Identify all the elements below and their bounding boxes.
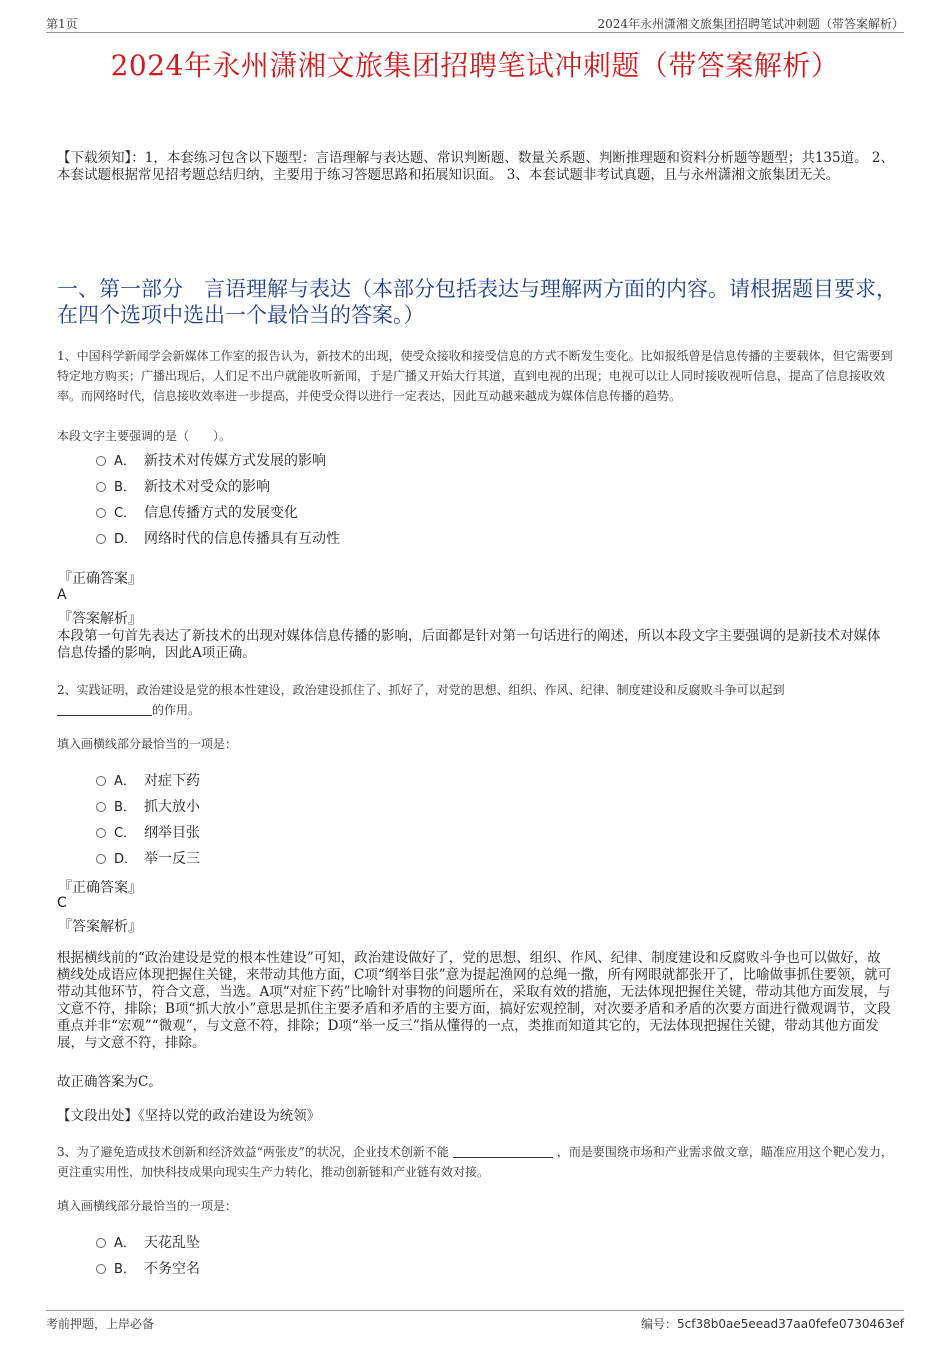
- option-key: A．: [114, 454, 136, 469]
- option-text: 新技术对受众的影响: [144, 479, 270, 495]
- question-2-text: [57, 680, 897, 720]
- question-1-option-a[interactable]: [96, 450, 326, 470]
- question-2-analysis: 根据横线前的“政治建设是党的根本性建设”可知，政治建设做好了，党的思想、组织、作风、纪律、制度建设和反腐败斗争也可以做好，故横线处成语应体现把握住关键，来带动其他方面，C项“纲举目张”意为提起渔网的总绳一撒，所有网眼就都张开了，比喻做事抓住要领，就可带动其他环节，符合文意，当选。A项“对症下药”比喻针对事物的问题所在，采取有效的措施，无法体现把握住关键，带动其他方面发展，与文意不符，排除；B项“抓大放小”意思是抓住主要矛盾和矛盾的主要方面，搞好宏观控制，对次要矛盾和矛盾的次要方面进行微观调节，文段重点并非“宏观”“微观”，与文意不符，排除；D项“举一反三”指从懂得的一点，类推而知道其它的，无法体现把握住关键，带动其他方面发展，与文意不符，排除。: [57, 950, 892, 1051]
- option-text: 不务空名: [144, 1261, 200, 1277]
- option-text: 信息传播方式的发展变化: [144, 505, 298, 521]
- question-1-analysis-label: 『答案解析』: [58, 611, 142, 627]
- option-key: C．: [114, 506, 137, 521]
- option-text: 对症下药: [144, 773, 200, 789]
- document-title: 2024年永州潇湘文旅集团招聘笔试冲刺题（带答案解析）: [110, 49, 840, 82]
- question-3-option-b[interactable]: [96, 1258, 200, 1278]
- option-text: 新技术对传媒方式发展的影响: [144, 453, 326, 469]
- answer-blank: [57, 703, 152, 716]
- question-2-source: 【文段出处】《坚持以党的政治建设为统领》: [57, 1108, 321, 1124]
- question-2-option-b[interactable]: [96, 796, 200, 816]
- radio-icon[interactable]: [96, 802, 106, 812]
- download-notice: 【下载须知】：1，本套练习包含以下题型：言语理解与表达题、常识判断题、数量关系题、判断推理题和资料分析题等题型；共135道。 2、本套试题根据常见招考题总结归纳，主要用于练习答题思路和拓展知识面。 3、本套试题非考试真题，且与永州潇湘文旅集团无关。: [57, 150, 894, 183]
- option-key: D．: [114, 852, 138, 867]
- question-2-option-c[interactable]: [96, 822, 200, 842]
- option-key: A．: [114, 1236, 136, 1251]
- radio-icon[interactable]: [96, 508, 106, 518]
- question-2-analysis-label: 『答案解析』: [58, 919, 142, 935]
- radio-icon[interactable]: [96, 854, 106, 864]
- question-2-answer: C: [57, 895, 67, 911]
- question-2-option-d[interactable]: [96, 848, 200, 868]
- radio-icon[interactable]: [96, 482, 106, 492]
- option-key: B．: [114, 1262, 136, 1277]
- radio-icon[interactable]: [96, 1238, 106, 1248]
- question-2-prompt: 填入画横线部分最恰当的一项是：: [57, 737, 238, 751]
- footer-slogan: 考前押题，上岸必备: [46, 1317, 155, 1331]
- radio-icon[interactable]: [96, 776, 106, 786]
- question-1-answer-label: 『正确答案』: [58, 571, 142, 587]
- question-2-conclusion: 故正确答案为C。: [57, 1074, 162, 1090]
- question-2-text-tail: 的作用。: [152, 703, 201, 717]
- question-3-option-a[interactable]: [96, 1232, 200, 1252]
- question-3-text-head: 3、为了避免造成技术创新和经济效益“两张皮”的状况，企业技术创新不能: [57, 1145, 449, 1159]
- question-1-option-b[interactable]: [96, 476, 270, 496]
- question-2-text-head: 2、实践证明，政治建设是党的根本性建设，政治建设抓住了、抓好了，对党的思想、组织、作风、纪律、制度建设和反腐败斗争可以起到: [57, 683, 785, 697]
- option-text: 举一反三: [144, 851, 200, 867]
- option-text: 抓大放小: [144, 799, 200, 815]
- option-key: B．: [114, 800, 136, 815]
- page-number: 第1页: [46, 17, 78, 31]
- question-3-prompt: 填入画横线部分最恰当的一项是：: [57, 1199, 238, 1213]
- question-3-text: [57, 1142, 897, 1182]
- question-1-option-d[interactable]: [96, 528, 340, 548]
- option-key: B．: [114, 480, 136, 495]
- header-doc-title: 2024年永州潇湘文旅集团招聘笔试冲刺题（带答案解析）: [597, 17, 904, 31]
- radio-icon[interactable]: [96, 828, 106, 838]
- answer-blank: [453, 1145, 553, 1158]
- radio-icon[interactable]: [96, 456, 106, 466]
- question-2-option-a[interactable]: [96, 770, 200, 790]
- option-text: 网络时代的信息传播具有互动性: [144, 531, 340, 547]
- question-3-text-tail: ，而是要围绕市场和产业需求做文章，瞄准应用这个靶心发力，更注重实用性，加快科技成果向现实生产力转化，推动创新链和产业链有效对接。: [57, 1145, 893, 1179]
- option-key: A．: [114, 774, 136, 789]
- option-text: 天花乱坠: [144, 1235, 200, 1251]
- question-1-text: 1、中国科学新闻学会新媒体工作室的报告认为，新技术的出现，使受众接收和接受信息的方式不断发生变化。比如报纸曾是信息传播的主要载体，但它需要到特定地方购买；广播出现后，人们足不出户就能收听新闻，于是广播又开始大行其道，直到电视的出现；电视可以让人同时接收视听信息，提高了信息接收效率。而网络时代，信息接收效率进一步提高，并使受众得以进行一定表达，因此互动越来越成为媒体信息传播的趋势。: [57, 349, 893, 403]
- page-header: [46, 14, 904, 33]
- question-1-analysis: 本段第一句首先表达了新技术的出现对媒体信息传播的影响，后面都是针对第一句话进行的阐述，所以本段文字主要强调的是新技术对媒体信息传播的影响，因此A项正确。: [57, 628, 881, 661]
- footer-serial-number: 编号：5cf38b0ae5eead37aa0fefe0730463ef: [641, 1317, 904, 1331]
- question-2-answer-label: 『正确答案』: [58, 880, 142, 896]
- question-1-prompt: 本段文字主要强调的是（ ）。: [57, 429, 232, 443]
- option-key: D．: [114, 532, 138, 547]
- question-1-answer: A: [57, 587, 67, 603]
- option-key: C．: [114, 826, 137, 841]
- option-text: 纲举目张: [144, 825, 200, 841]
- page-footer: [46, 1310, 904, 1329]
- radio-icon[interactable]: [96, 534, 106, 544]
- radio-icon[interactable]: [96, 1264, 106, 1274]
- question-1-option-c[interactable]: [96, 502, 298, 522]
- section-heading: 一、第一部分 言语理解与表达（本部分包括表达与理解两方面的内容。请根据题目要求，在四个选项中选出一个最恰当的答案。）: [57, 277, 897, 327]
